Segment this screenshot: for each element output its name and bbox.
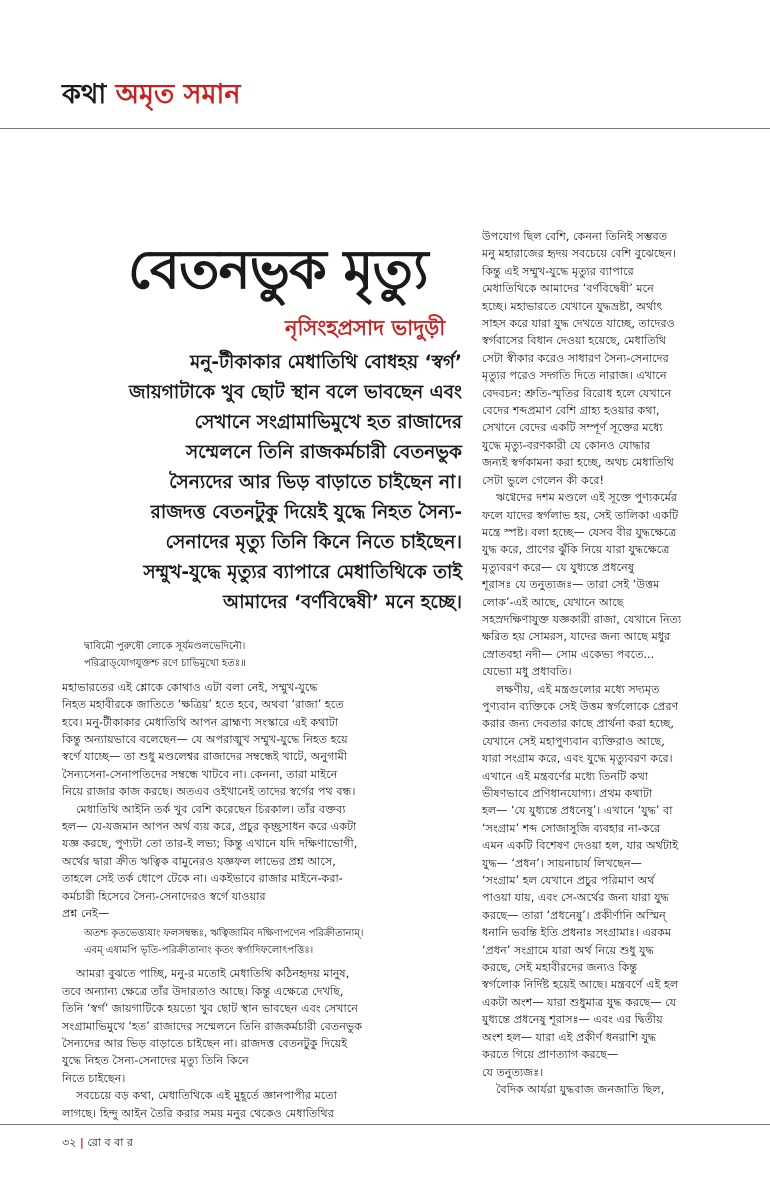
lede-line: সম্মেলনে তিনি রাজকর্মচারী বেতনভুক (185, 442, 462, 463)
body-line: সেখানে বেদের একটি সম্পূর্ণ সূক্তের মধ্যে (482, 421, 663, 435)
body-line: যুদ্ধে মৃত্যু-বরণকারী যে কোনও যোদ্ধার (482, 438, 651, 452)
article-title: বেতনভুক মৃত্যু (128, 237, 428, 301)
sanskrit-verse (62, 638, 468, 673)
body-line: কিন্তু অন্যায়ভাবে বলেছেন— যে অপরাঙ্মুখ সম্মুখ-যুদ্ধে নিহত হয়ে (62, 733, 348, 747)
header-word-1: কথা (62, 79, 107, 110)
body-line: এমন একটি বিশেষণ দেওয়া হল, যার অর্থটাই (482, 839, 679, 853)
lede-paragraph (62, 348, 462, 618)
body-line: কিন্তু এই সম্মুখ-যুদ্ধে মৃত্যুর ব্যাপারে (482, 264, 634, 278)
body-line: মেধাতিথি আইনি তর্ক খুব বেশি করেছেন চিরকাল। তাঁর বক্তব্য (76, 802, 346, 816)
footer-separator: | (79, 1136, 84, 1149)
body-line: নিয়ে রাজার কাজ করছে। অতএব ওইখানেই তাদের স্বর্গের পথ বন্ধ। (62, 785, 356, 799)
body-line: প্রশ্ন নেই— (62, 907, 110, 921)
body-line: এখানে এই মন্ত্রবর্ণের মধ্যে তিনটি কথা (482, 769, 649, 783)
body-line: সংগ্রামাভিমুখে ‘হত’ রাজাদের সম্মেলনে তিনি রাজকর্মচারী বেতনভুক (62, 1019, 363, 1033)
body-line: স্রোতবহা নদী— সোম একেভ্য পবতে... (482, 647, 655, 661)
body-line: অর্থের দ্বারা ক্রীত ঋত্বিক বামুনেরও যজ্ঞফল লাভের প্রশ্ন আসে, (62, 854, 336, 868)
lede-line: মনু-টীকাকার মেধাতিথি বোধহয় ‘স্বর্গ’ (189, 352, 462, 373)
body-line: ‘সংগ্রাম’ হল যেখানে প্রচুর পরিমাণ অর্থ (482, 874, 655, 888)
body-column-left (62, 636, 468, 1122)
verse-line: দ্বাবিমৌ পুরুষৌ লোকে সূর্যমণ্ডলভেদিনৌ। (84, 641, 246, 652)
lede-line: জায়গাটাকে খুব ছোট স্থান বলে ভাবছেন এবং (128, 382, 462, 403)
sanskrit-verse (62, 925, 468, 960)
body-line: স্বর্গে যাচ্ছে— তা শুধু মণ্ডলেশ্বর রাজাদের সম্বন্ধেই খাটে, অনুগামী (62, 750, 348, 764)
body-line: সহস্রদক্ষিণাযুক্ত যজ্ঞকারী রাজা, যেখানে নিত্য (482, 612, 682, 626)
body-line: বেদের শব্দপ্রমাণ বেশি গ্রাহ্য হওয়ার কথা, (482, 404, 660, 418)
body-line: তাহলে সেই তর্ক ধোপে টেকে না। একইভাবে রাজার মাইনে-করা- (62, 872, 343, 886)
body-line: ভীষণভাবে প্রণিধানযোগ্য। প্রথম কথাটা (482, 787, 653, 800)
lede-line: সেখানে সংগ্রামাভিমুখে হত রাজাদের (194, 412, 462, 433)
body-line: ক্ষরিত হয় সোমরস, যাদের জন্য আছে মধুর (482, 630, 671, 644)
body-line: যেখানে সেই মহাপুণ্যবান ব্যক্তিরাও আছে, (482, 734, 665, 748)
magazine-name: রো ব বা র (87, 1136, 134, 1149)
body-line: ফলে যাদের স্বর্গলাভ হয়, সেই তালিকা একটি (482, 508, 679, 522)
body-line: নিহত মহাবীরকে জাতিতে ‘ক্ষত্রিয়’ হতে হবে, অথবা ‘রাজা’ হতে (62, 698, 344, 712)
body-line: অংশ হল— যারা এই প্রকীর্ণ ধনরাশি যুদ্ধ (482, 1030, 657, 1044)
section-header (62, 74, 240, 119)
body-line: করার জন্য দেবতার কাছে প্রার্থনা করা হচ্ছে, (482, 717, 674, 731)
verse-line: অতশ্চ কৃতভেত্ত্যযাং ফলসম্বন্ধঃ, ঋত্বিজামিব দক্ষিণাপণেন পরিক্রীতানাম্। (84, 927, 364, 939)
body-line: নিতে চাইছেন। (62, 1071, 126, 1085)
body-line: স্বর্গবাসের বিধান দেওয়া হয়েছে, মেধাতিথি (482, 334, 667, 348)
verse-line: পরিব্রাড্‌যোগযুক্তশ্চ রণে চাভিমুখো হতঃ॥ (84, 658, 246, 670)
body-line: ‘সংগ্রাম’ শব্দ সোজাসুজি ব্যবহার না-করে (482, 821, 661, 835)
body-line: মনু মহারাজের হৃদয় সবচেয়ে বেশি বুঝেছেন। (482, 247, 676, 261)
body-line: মন্ত্রে স্পষ্ট। বলা হচ্ছে— যেসব বীর যুদ্ধক্ষেত্রে (482, 525, 677, 539)
body-line: যুদ্ধে নিহত সৈন্য-সেনাদের মৃত্যু তিনি কিনে (62, 1054, 249, 1068)
body-line: মৃত্যুর পরেও সদ্গতি দিতে নারাজ। এখানে (482, 369, 667, 383)
body-line: যজ্ঞ করছে, পুণ্যটা তো তার-ই লভ্য; কিন্তু এখানে যদি দক্ষিণাভোগী, (62, 837, 358, 851)
body-line: কর্মচারী হিসেবে সৈন্য-সেনাদেরও স্বর্গে যাওয়ার (62, 889, 266, 903)
body-line: পুণ্যবান ব্যক্তিকে সেই উত্তম স্বর্গলোকে প্রেরণ (482, 699, 679, 713)
lede-line: সেনাদের মৃত্যু তিনি কিনে নিতে চাইছেন। (165, 532, 462, 553)
body-line: যুধ্যন্তে প্রধনেষু শূরাসঃ— এবং এর দ্বিতীয় (482, 1013, 663, 1027)
body-line: একটা অংশ— যারা শুধুমাত্র যুদ্ধ করছে— যে (482, 995, 677, 1009)
body-line: যুদ্ধ করে, প্রাণের ঝুঁকি নিয়ে যারা যুদ্ধক্ষেত্রে (482, 543, 670, 557)
body-line: সবচেয়ে বড় কথা, মেধাতিথিকে এই মুহূর্তে জ্ঞানপাপীর মতো (76, 1089, 337, 1103)
body-line: হল— ‘যে যুধ্যন্তে প্রধনেষু’। এখানে ‘যুদ্ধ’ বা (482, 804, 673, 818)
body-line: যে তনুত্যজঃ। (482, 1065, 544, 1079)
footer-divider (0, 1124, 770, 1125)
body-line: ঋগ্বেদের দশম মণ্ডলে এই সূক্তে পুণ্যকর্মের (496, 491, 677, 505)
body-line: সৈন্যদের আর ভিড় বাড়াতে চাইছেন না। রাজদত্ত বেতনটুকু দিয়েই (62, 1036, 348, 1050)
body-line: করছে, সেই মহাবীরদের জন্যও কিন্তু (482, 961, 638, 975)
body-line: যারা সংগ্রাম করে, এবং যুদ্ধে মৃত্যুবরণ করে। (482, 752, 673, 766)
body-line: উপযোগ ছিল বেশি, কেননা তিনিই সম্ভবত (482, 230, 668, 243)
body-line: যুদ্ধ— ‘প্রধন’। সায়নাচার্য লিখছেন— (482, 856, 642, 870)
body-line: লাগছে। হিন্দু আইন তৈরি করার সময় মনুর থেকেও মেধাতিথির (62, 1106, 334, 1120)
page-footer (62, 1134, 133, 1153)
body-line: করছে— তারা ‘প্রধনেষু’। প্রকীর্ণানি অস্মিন্ (482, 908, 666, 922)
body-line: বেদবচন: শ্রুতি-স্মৃতির বিরোধ হলে যেখানে (482, 386, 672, 400)
body-line: তিনি ‘স্বর্গ’ জায়গাটিকে হয়তো খুব ছোট স্থান ভাবছেন এবং সেখানে (62, 1002, 358, 1016)
body-line: মহাভারতের এই শ্লোকে কোথাও এটা বলা নেই, সম্মুখ-যুদ্ধে (62, 680, 318, 694)
verse-line: এবম্ এষামপি ভৃতি-পরিক্রীতানাং কৃতং স্বর্গাদিফলোৎপত্তিঃ। (84, 944, 314, 956)
body-line: হবে। মনু-টীকাকার মেধাতিথি আপন ব্রাহ্মণ্য সংস্কারে এই কথাটা (62, 715, 339, 729)
lede-line: রাজদত্ত বেতনটুকু দিয়েই যুদ্ধে নিহত সৈন্য- (150, 502, 462, 523)
body-line: হল— যে-যজমান আপন অর্থ ব্যয় করে, প্রচুর কৃচ্ছ্রসাধন করে একটা (62, 820, 357, 834)
body-line: পাওয়া যায়, এবং সে-অর্থের জন্য যারা যুদ্ধ (482, 891, 669, 905)
body-line: জন্যই স্বর্গকামনা করা হচ্ছে, অথচ মেধাতিথি (482, 456, 674, 470)
body-line: যেভ্যো মধু প্রধাবতি। (482, 665, 572, 679)
body-column-right (482, 228, 722, 1098)
article-author: নৃসিংহপ্রসাদ ভাদুড়ী (285, 316, 446, 340)
lede-line: সম্মুখ-যুদ্ধে মৃত্যুর ব্যাপারে মেধাতিথিকে তাই (143, 562, 462, 583)
body-line: সাহস করে যারা যুদ্ধ দেখতে যাচ্ছে, তাদেরও (482, 317, 675, 331)
header-divider (0, 128, 770, 129)
header-word-2: অমৃত সমান (115, 79, 241, 110)
body-line: সেটা ভুলে গেলেন কী করে! (482, 473, 605, 487)
body-line: লক্ষণীয়, এই মন্ত্রগুলোর মধ্যে সদ্যমৃত (496, 682, 660, 696)
body-line: ‘প্রধন’ সংগ্রামে যারা অর্থ নিয়ে শুধু যুদ্ধ (482, 943, 654, 957)
body-line: ধনানি ভবন্তি ইতি প্রধনাঃ সংগ্রামাঃ। এরকম (482, 926, 672, 940)
body-line: মেধাতিথিকে আমাদের ‘বর্ণবিদ্বেষী’ মনে (482, 282, 654, 296)
body-line: স্বর্গলোক নির্দিষ্ট হয়েই আছে। মন্ত্রবর্ণে এই হল (482, 978, 679, 992)
body-line: হচ্ছে। মহাভারতে যেখানে যুদ্ধভ্রষ্টা, অর্থাৎ (482, 299, 663, 313)
page-number: ৩২ (62, 1136, 77, 1149)
body-line: করতে গিয়ে প্রাণত্যাগ করছে— (482, 1048, 619, 1062)
body-line: মৃত্যুবরণ করে— যে যুধ্যন্তে প্রধনেষু (482, 560, 634, 574)
lede-line: আমাদের ‘বর্ণবিদ্বেষী’ মনে হচ্ছে। (223, 592, 462, 613)
body-line: সৈন্যসেনা-সেনাপতিদের সম্বন্ধে খাটবে না। কেননা, তারা মাইনে (62, 767, 338, 781)
body-line: সেটা স্বীকার করেও সাধারণ সৈন্য-সেনাদের (482, 351, 669, 365)
body-line: শূরাসঃ যে তনুত্যজঃ— তারা সেই ‘উত্তম (482, 578, 660, 592)
body-line: লোক’-এই আছে, যেখানে আছে (482, 595, 624, 609)
body-line: বৈদিক আর্যরা যুদ্ধবাজ জনজাতি ছিল, (496, 1082, 665, 1096)
body-line: আমরা বুঝতে পাচ্ছি, মনু-র মতোই মেধাতিথি কঠিনহৃদয় মানুষ, (76, 967, 350, 981)
lede-line: সৈন্যদের আর ভিড় বাড়াতে চাইছেন না। (169, 472, 462, 493)
body-line: তবে অন্যান্য ক্ষেত্রে তাঁর উদারতাও আছে। কিন্তু এক্ষেত্রে দেখছি, (62, 984, 344, 998)
